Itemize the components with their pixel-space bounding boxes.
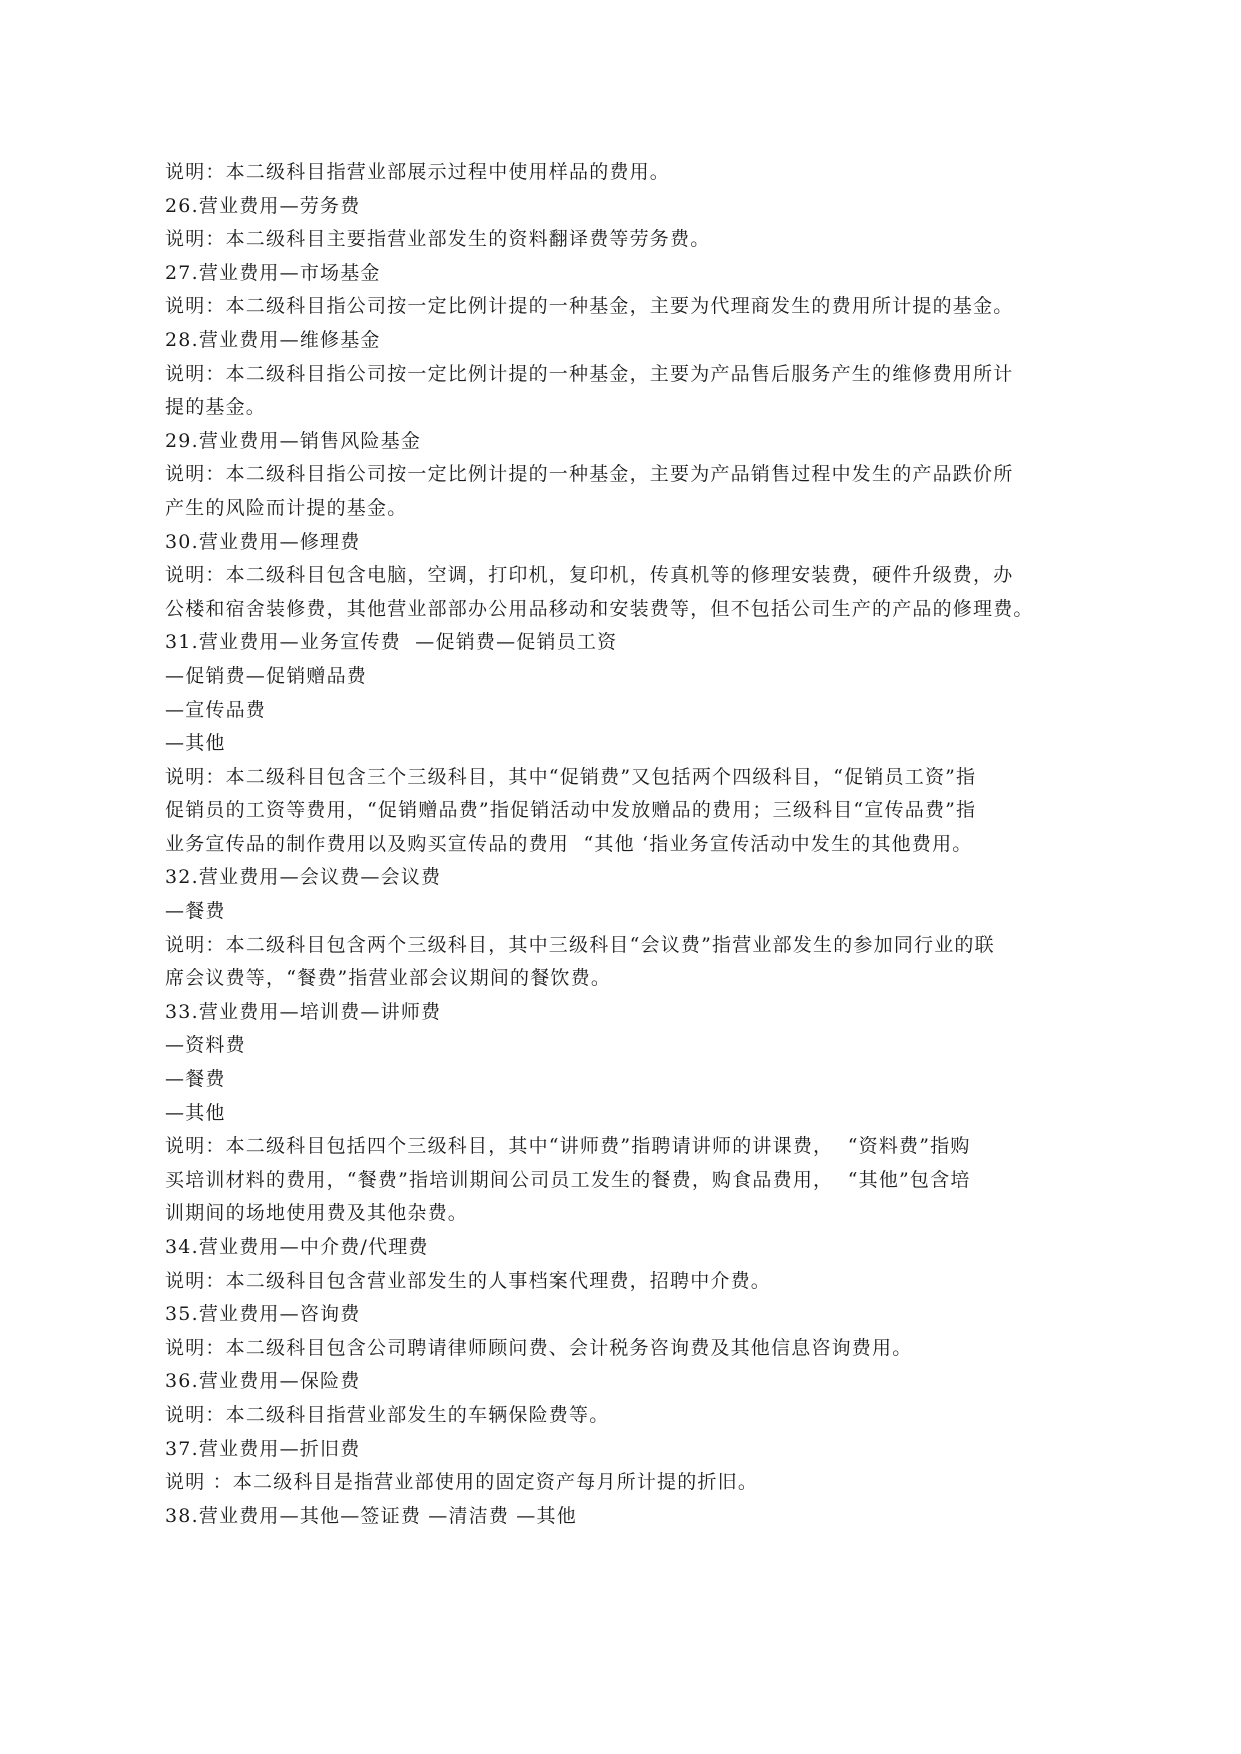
section-heading: 34.营业费用—中介费/代理费	[165, 1236, 429, 1258]
text-line: 说明：本二级科目包含两个三级科目，其中三级科目“会议费”指营业部发生的参加同行业的联	[165, 933, 995, 956]
sub-item-line: —其他	[165, 732, 226, 755]
text-line: 训期间的场地使用费及其他杂费。	[165, 1202, 469, 1225]
sub-item-line: —餐费	[165, 900, 226, 923]
text-line: 说明：本二级科目主要指营业部发生的资料翻译费等劳务费。	[165, 228, 711, 251]
text-line: 买培训材料的费用，“餐费”指培训期间公司员工发生的餐费，购食品费用， “其他”包含培	[165, 1168, 971, 1191]
text-line: 提的基金。	[165, 396, 267, 419]
section-heading: 37.营业费用—折旧费	[165, 1437, 361, 1460]
text-line: 席会议费等，“餐费”指营业部会议期间的餐饮费。	[165, 967, 612, 990]
text-line: 促销员的工资等费用，“促销赠品费”指促销活动中发放赠品的费用；三级科目“宣传品费”指	[165, 799, 977, 822]
sub-item-line: —促销费—促销赠品费	[165, 664, 368, 687]
text-line: 业务宣传品的制作费用以及购买宣传品的费用 “其他 ‘指业务宣传活动中发生的其他费用。	[165, 832, 973, 855]
section-heading: 33.营业费用—培训费—讲师费	[165, 1000, 442, 1023]
text-line: 说明：本二级科目指公司按一定比例计提的一种基金，主要为产品售后服务产生的维修费用所计	[165, 362, 1014, 385]
sub-item-line: —宣传品费	[165, 698, 267, 721]
text-line: 产生的风险而计提的基金。	[165, 496, 408, 519]
text-line: 说明：本二级科目指公司按一定比例计提的一种基金，主要为产品销售过程中发生的产品跌价所	[165, 463, 1014, 486]
section-heading: 29.营业费用—销售风险基金	[165, 429, 422, 452]
sub-item-line: —资料费	[165, 1034, 246, 1057]
section-heading: 26.营业费用—劳务费	[165, 194, 361, 217]
text-line: 说明：本二级科目指营业部展示过程中使用样品的费用。	[165, 161, 671, 183]
section-heading: 28.营业费用—维修基金	[165, 328, 381, 351]
text-line: 说明：本二级科目包含三个三级科目，其中“促销费”又包括两个四级科目，“促销员工资”指	[165, 765, 977, 788]
text-line: 说明：本二级科目包含公司聘请律师顾问费、会计税务咨询费及其他信息咨询费用。	[165, 1336, 913, 1359]
section-heading: 36.营业费用—保险费	[165, 1370, 361, 1393]
text-line: 公楼和宿舍装修费，其他营业部部办公用品移动和安装费等，但不包括公司生产的产品的修理费。	[165, 597, 1034, 620]
section-heading: 32.营业费用—会议费—会议费	[165, 866, 442, 889]
text-line: 说明：本二级科目包含营业部发生的人事档案代理费，招聘中介费。	[165, 1269, 772, 1292]
sub-item-line: —其他	[165, 1101, 226, 1124]
text-line: 说明：本二级科目包含电脑，空调，打印机，复印机，传真机等的修理安装费，硬件升级费，办	[165, 564, 1014, 587]
sub-item-line: —餐费	[165, 1068, 226, 1091]
section-heading: 27.营业费用—市场基金	[165, 261, 381, 284]
text-line: 说明：本二级科目指公司按一定比例计提的一种基金，主要为代理商发生的费用所计提的基金。	[165, 295, 1014, 318]
document-body	[165, 156, 1085, 1533]
section-heading: 30.营业费用—修理费	[165, 530, 361, 553]
text-line: 说明 ：本二级科目是指营业部使用的固定资产每月所计提的折旧。	[165, 1471, 759, 1494]
section-heading: 31.营业费用—业务宣传费 —促销费—促销员工资	[165, 631, 618, 654]
text-line: 说明：本二级科目包括四个三级科目，其中“讲师费”指聘请讲师的讲课费， “资料费”指购	[165, 1135, 971, 1158]
text-line: 说明：本二级科目指营业部发生的车辆保险费等。	[165, 1403, 610, 1426]
section-heading: 38.营业费用—其他—签证费 —清洁费 —其他	[165, 1504, 577, 1527]
section-heading: 35.营业费用—咨询费	[165, 1303, 361, 1326]
